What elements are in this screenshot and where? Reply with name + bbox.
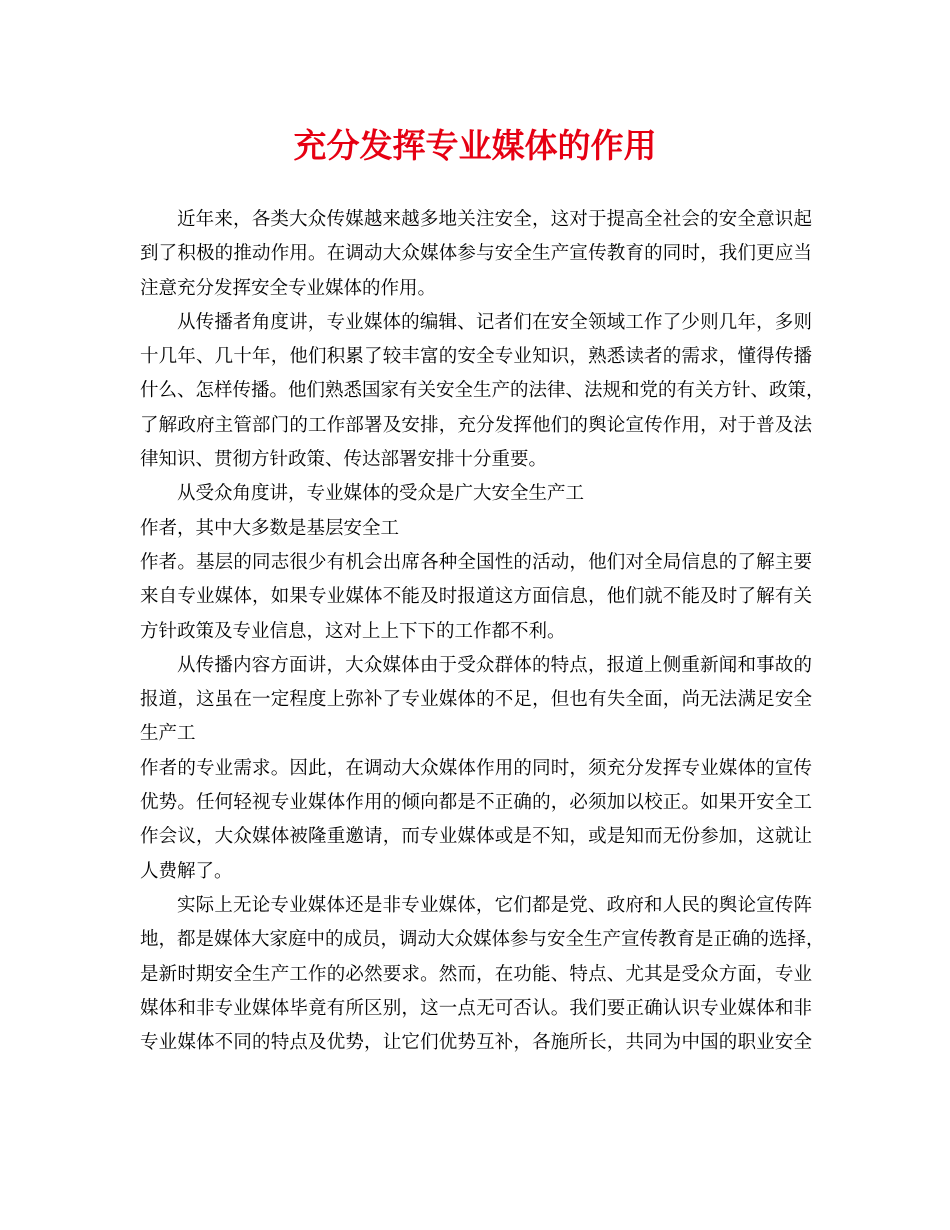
text-line: 从受众角度讲，专业媒体的受众是广大安全生产工 [177,483,585,505]
text-line: 从传播内容方面讲，大众媒体由于受众群体的特点，报道上侧重新闻和事故的 [177,654,812,676]
text-line: 近年来，各类大众传媒越来越多地关注安全，这对于提高全社会的安全意识起 [177,209,812,230]
text-line: 优势。任何轻视专业媒体作用的倾向都是不正确的，必须加以校正。如果开安全工 [140,792,812,814]
text-line: 从传播者角度讲，专业媒体的编辑、记者们在安全领域工作了少则几年，多则 [177,311,812,333]
text-line: 人费解了。 [140,860,233,882]
document-body [140,203,825,1060]
text-line: 方针政策及专业信息，这对上上下下的工作都不利。 [140,620,566,642]
text-line: 作者，其中大多数是基层安全工 [140,517,400,539]
text-line: 十几年、几十年，他们积累了较丰富的安全专业知识，熟悉读者的需求，懂得传播 [140,346,812,368]
text-line: 律知识、贯彻方针政策、传达部署安排十分重要。 [140,449,548,471]
text-line: 是新时期安全生产工作的必然要求。然而，在功能、特点、尤其是受众方面，专业 [140,963,812,985]
text-line: 来自专业媒体，如果专业媒体不能及时报道这方面信息，他们就不能及时了解有关 [140,586,812,608]
text-line: 生产工 [140,723,196,745]
text-line: 作者。基层的同志很少有机会出席各种全国性的活动，他们对全局信息的了解主要 [140,551,812,573]
text-line: 到了积极的推动作用。在调动大众媒体参与安全生产宣传教育的同时，我们更应当 [140,243,812,265]
text-line: 实际上无论专业媒体还是非专业媒体，它们都是党、政府和人民的舆论宣传阵 [177,894,812,916]
text-line: 作者的专业需求。因此，在调动大众媒体作用的同时，须充分发挥专业媒体的宣传 [140,757,812,779]
text-line: 地，都是媒体大家庭中的成员，调动大众媒体参与安全生产宣传教育是正确的选择， [140,929,825,951]
text-line: 注意充分发挥安全专业媒体的作用。 [140,277,437,299]
text-line: 了解政府主管部门的工作部署及安排，充分发挥他们的舆论宣传作用，对于普及法 [140,414,812,436]
document-title: 充分发挥专业媒体的作用 [293,126,657,165]
text-line: 什么、怎样传播。他们熟悉国家有关安全生产的法律、法规和党的有关方针、政策， [140,380,825,402]
text-line: 媒体和非专业媒体毕竟有所区别，这一点无可否认。我们要正确认识专业媒体和非 [140,997,812,1019]
text-line: 作会议，大众媒体被隆重邀请，而专业媒体或是不知，或是知而无份参加，这就让 [140,826,812,848]
text-line: 报道，这虽在一定程度上弥补了专业媒体的不足，但也有失全面，尚无法满足安全 [140,689,812,711]
text-line: 专业媒体不同的特点及优势，让它们优势互补，各施所长，共同为中国的职业安全 [140,1032,812,1054]
